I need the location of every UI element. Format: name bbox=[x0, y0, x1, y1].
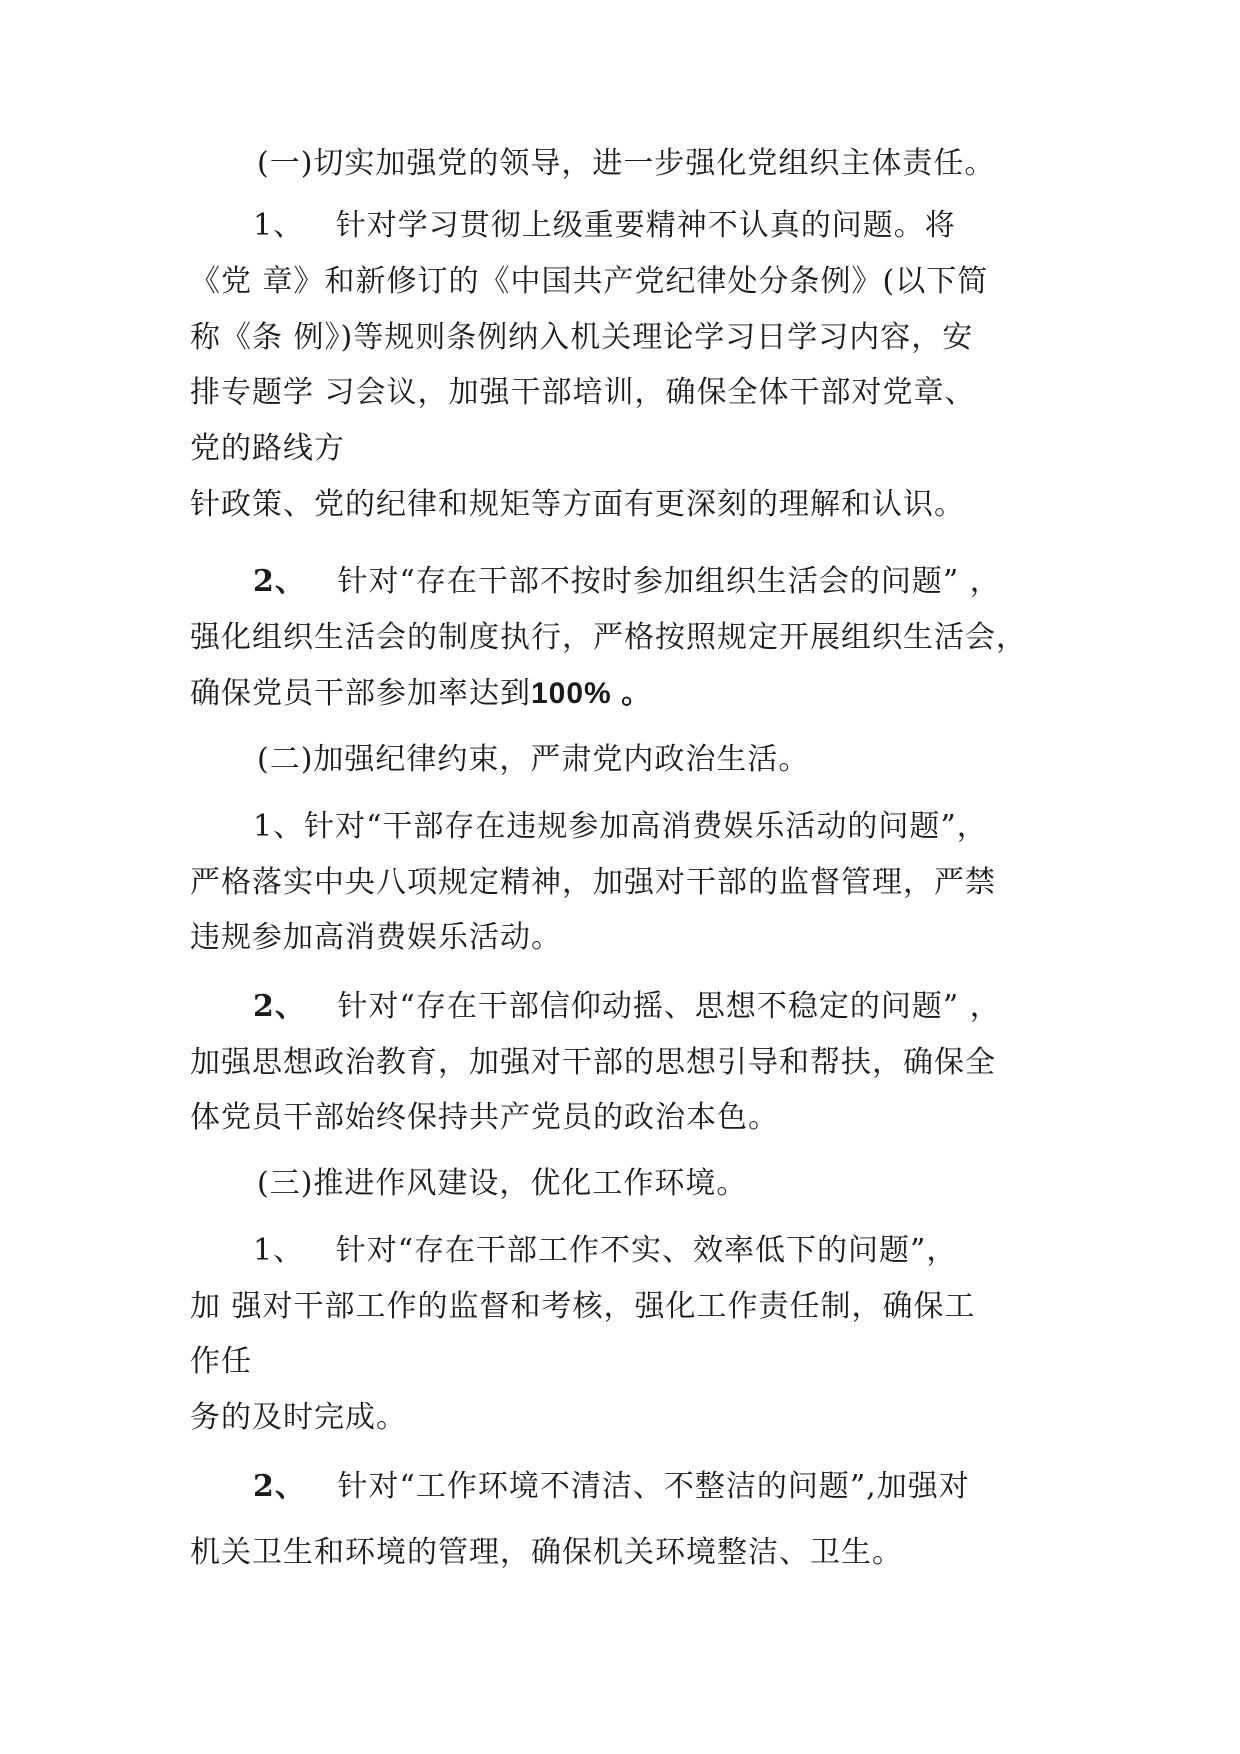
paragraph-line: 党的路线方 bbox=[190, 431, 345, 466]
item-text: 针对“存在干部不按时参加组织生活会的问题” ， bbox=[337, 564, 1001, 599]
paragraph-line: 严格落实中央八项规定精神，加强对干部的监督管理，严禁 bbox=[190, 865, 996, 900]
participation-rate: 100% 。 bbox=[531, 677, 653, 710]
paragraph-line: 针政策、党的纪律和规矩等方面有更深刻的理解和认识。 bbox=[190, 487, 965, 522]
item-number: 2、 bbox=[253, 564, 306, 599]
item-number: 2、 bbox=[253, 1469, 306, 1504]
item-text: 针对“工作环境不清洁、不整洁的问题”,加强对 bbox=[337, 1469, 970, 1504]
item-number: 1、 bbox=[253, 1233, 305, 1268]
item-1-2-line bbox=[253, 562, 1001, 602]
paragraph-line: 加 强对干部工作的监督和考核，强化工作责任制，确保工 bbox=[190, 1289, 976, 1324]
item-text: 针对“存在干部工作不实、效率低下的问题”， bbox=[335, 1233, 958, 1268]
paragraph-text: 确保党员干部参加率达到 bbox=[190, 676, 531, 711]
item-3-1-line bbox=[253, 1231, 957, 1271]
paragraph-line: 称《条 例》)等规则条例纳入机关理论学习日学习内容，安 bbox=[190, 320, 974, 355]
item-text: 针对学习贯彻上级重要精神不认真的问题。将 bbox=[335, 208, 956, 243]
paragraph-line bbox=[190, 674, 652, 714]
item-3-2-line bbox=[253, 1467, 970, 1507]
paragraph-line: 机关卫生和环境的管理，确保机关环境整洁、卫生。 bbox=[190, 1535, 903, 1570]
section-heading-3: (三)推进作风建设，优化工作环境。 bbox=[257, 1166, 748, 1201]
paragraph-line: 加强思想政治教育，加强对干部的思想引导和帮扶，确保全 bbox=[190, 1045, 996, 1080]
section-heading-1: (一)切实加强党的领导，进一步强化党组织主体责任。 bbox=[257, 146, 996, 181]
item-text: 针对“干部存在违规参加高消费娱乐活动的问题”， bbox=[304, 809, 988, 844]
section-heading-2: (二)加强纪律约束，严肃党内政治生活。 bbox=[257, 742, 810, 777]
item-number: 1、 bbox=[253, 208, 305, 243]
item-text: 针对“存在干部信仰动摇、思想不稳定的问题” ， bbox=[337, 989, 1001, 1024]
paragraph-line: 务的及时完成。 bbox=[190, 1400, 407, 1435]
paragraph-line: 违规参加高消费娱乐活动。 bbox=[190, 920, 562, 955]
item-1-1-line bbox=[253, 206, 956, 246]
item-number: 1、 bbox=[253, 809, 305, 844]
paragraph-line: 作任 bbox=[190, 1344, 252, 1379]
paragraph-line: 体党员干部始终保持共产党员的政治本色。 bbox=[190, 1100, 779, 1135]
item-number: 2、 bbox=[253, 989, 306, 1024]
paragraph-line: 排专题学 习会议，加强干部培训，确保全体干部对党章、 bbox=[190, 375, 976, 410]
item-2-2-line bbox=[253, 987, 1001, 1027]
paragraph-line: 强化组织生活会的制度执行，严格按照规定开展组织生活会， bbox=[190, 620, 1027, 655]
item-2-1-line bbox=[253, 807, 988, 847]
paragraph-line: 《党 章》和新修订的《中国共产党纪律处分条例》(以下简 bbox=[190, 264, 989, 299]
